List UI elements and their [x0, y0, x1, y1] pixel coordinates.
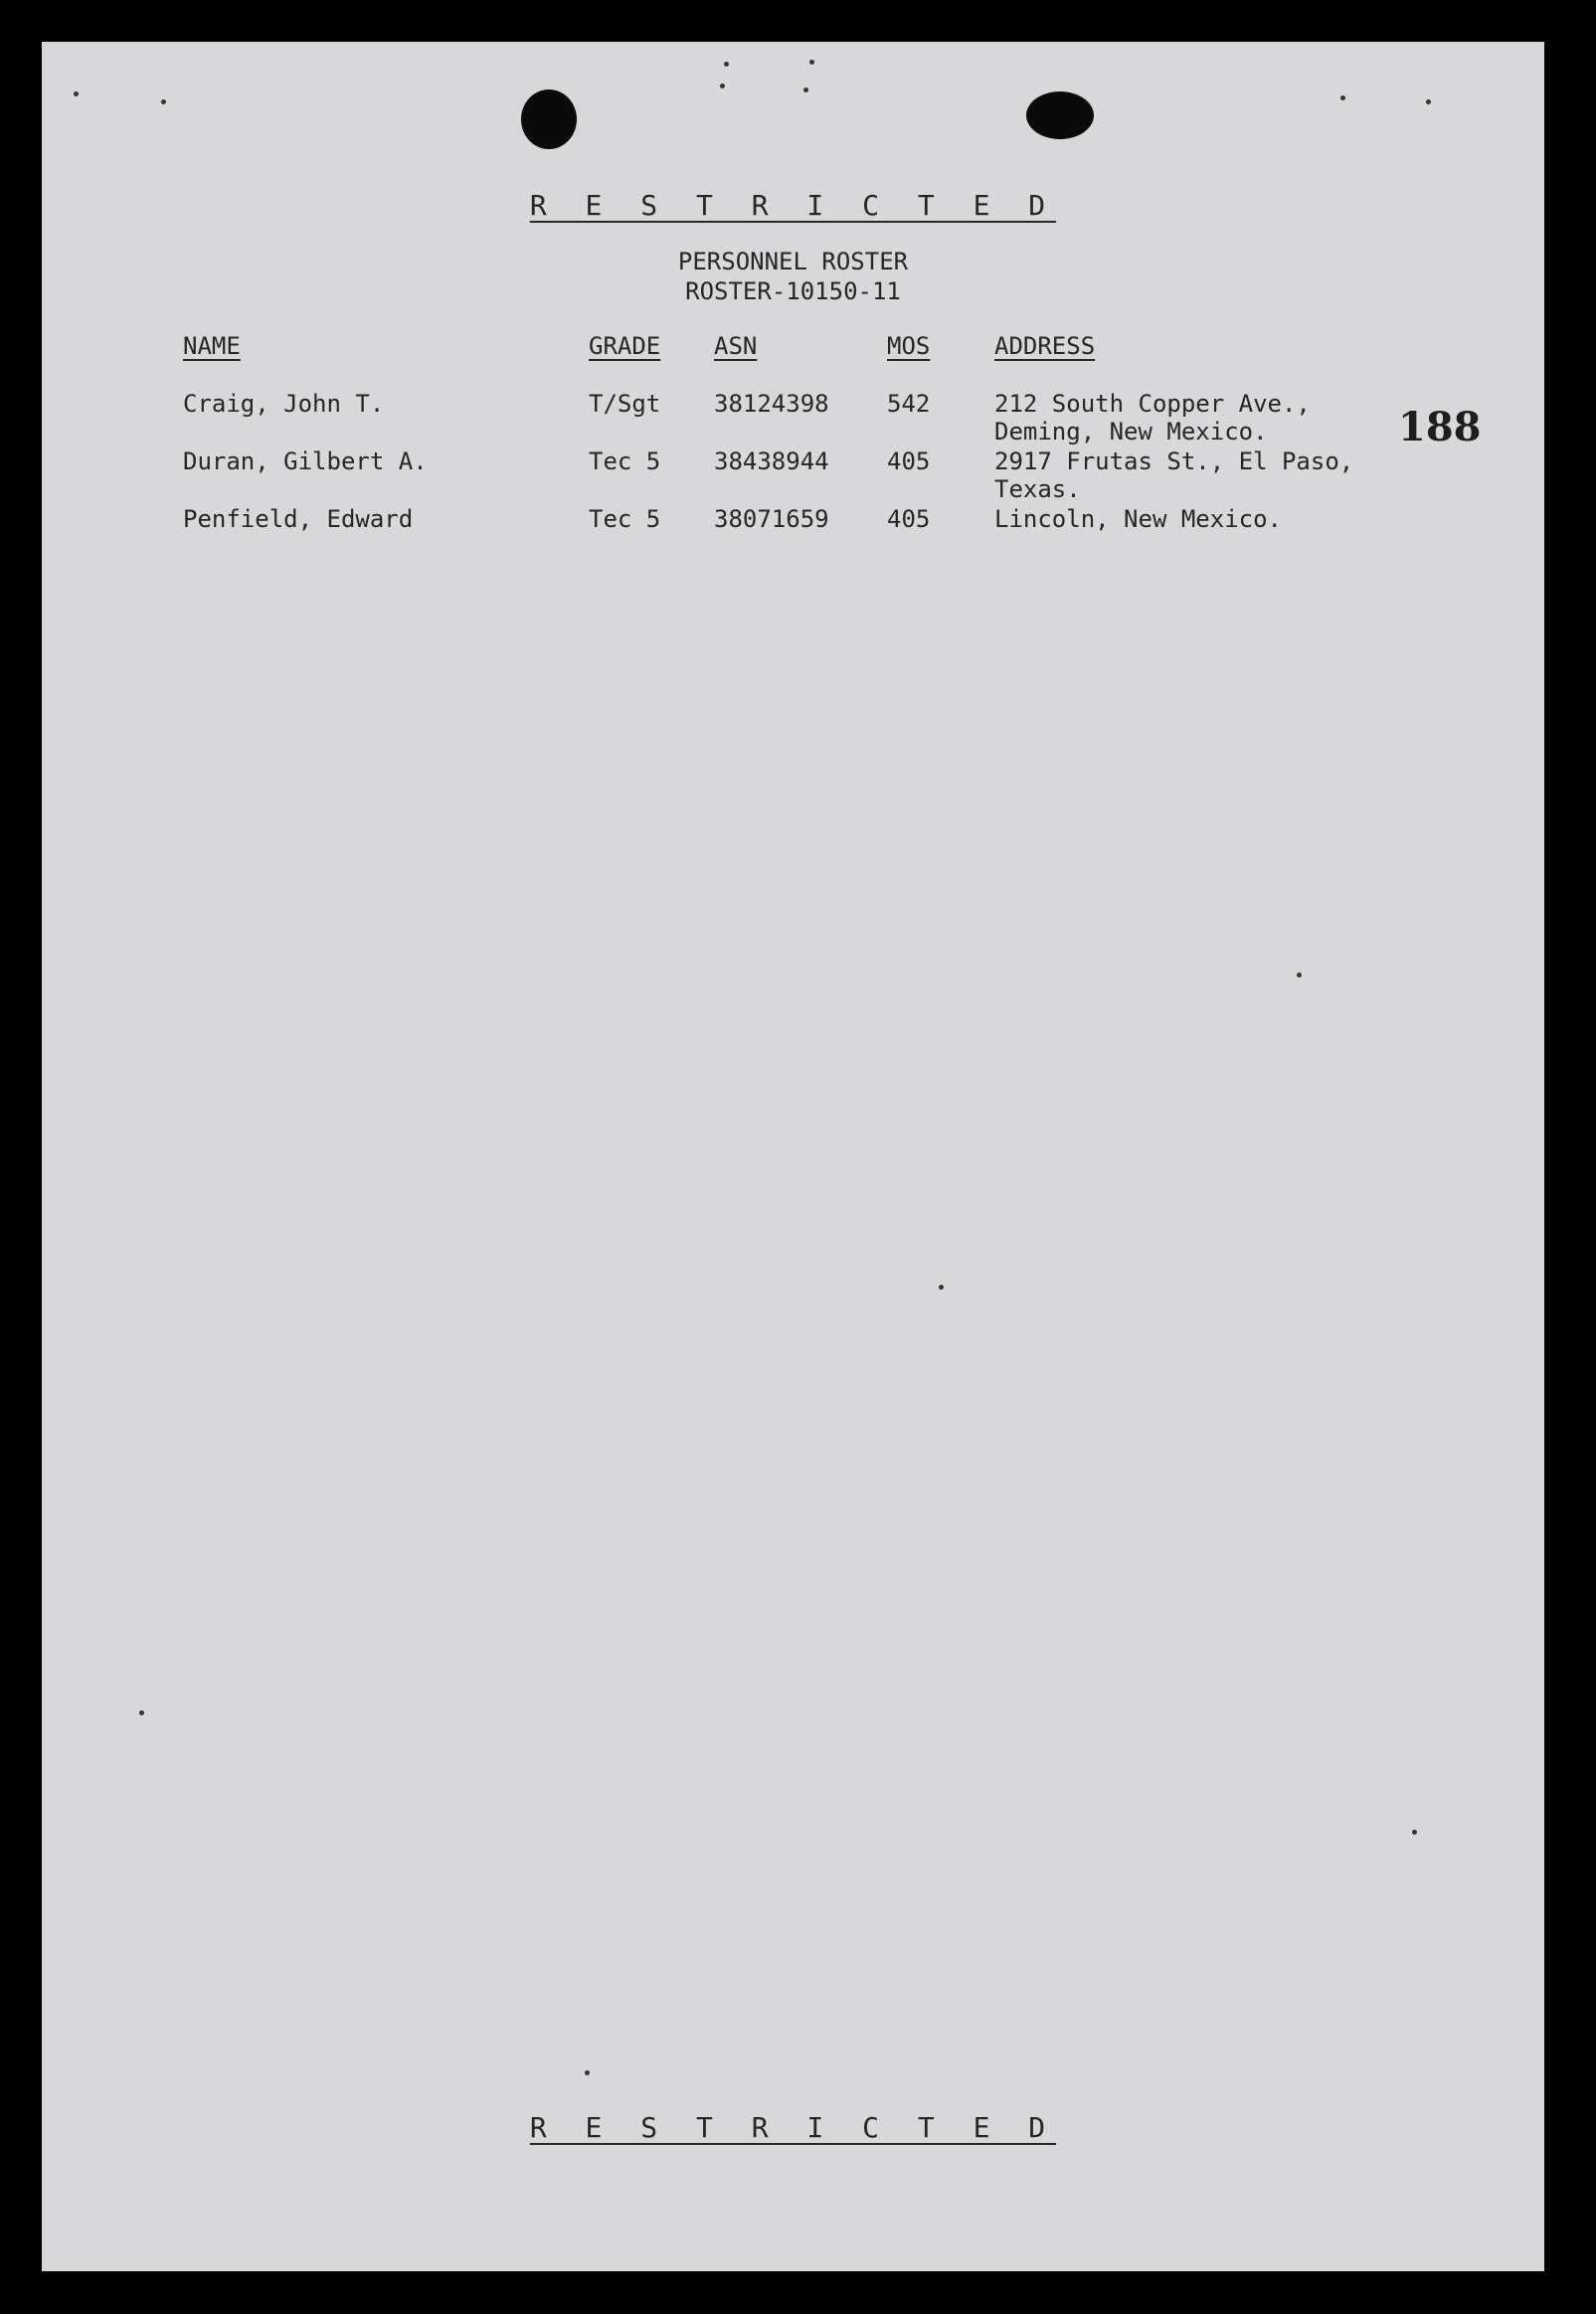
cell-name: Craig, John T.: [183, 390, 385, 418]
table-row: [183, 505, 1476, 563]
speck: [720, 84, 725, 89]
roster-title: PERSONNEL ROSTER: [677, 248, 909, 275]
cell-grade: Tec 5: [589, 505, 661, 533]
speck: [1426, 99, 1431, 104]
cell-mos: 405: [887, 505, 931, 533]
address-line: Deming, New Mexico.: [994, 418, 1268, 445]
speck: [585, 2070, 590, 2075]
cell-asn: 38438944: [714, 447, 829, 475]
speck: [1340, 95, 1345, 100]
address-line: Texas.: [994, 475, 1081, 503]
column-header-mos: MOS: [887, 332, 931, 360]
cell-name: Duran, Gilbert A.: [183, 447, 428, 475]
speck: [724, 62, 729, 67]
speck: [74, 91, 79, 96]
speck: [1412, 1830, 1417, 1835]
folio-number: 188: [1398, 404, 1482, 450]
address-line: 2917 Frutas St., El Paso,: [994, 447, 1354, 475]
classification-header: R E S T R I C T E D: [529, 189, 1057, 222]
speck: [939, 1285, 944, 1290]
cell-mos: 542: [887, 390, 931, 418]
roster-table: [183, 332, 1476, 563]
cell-mos: 405: [887, 447, 931, 475]
table-row: [183, 390, 1476, 447]
cell-name: Penfield, Edward: [183, 505, 414, 533]
column-header-address: ADDRESS: [994, 332, 1096, 360]
column-header-grade: GRADE: [589, 332, 661, 360]
column-header-name: NAME: [183, 332, 241, 360]
table-row: [183, 447, 1476, 505]
cell-address: [994, 505, 1282, 533]
cell-address: [994, 390, 1311, 445]
cell-asn: 38124398: [714, 390, 829, 418]
speck: [809, 60, 814, 65]
column-header-asn: ASN: [714, 332, 758, 360]
punch-hole-left: [521, 89, 577, 149]
speck: [139, 1710, 144, 1715]
roster-number: ROSTER-10150-11: [685, 277, 901, 305]
cell-address: [994, 447, 1353, 503]
cell-asn: 38071659: [714, 505, 829, 533]
cell-grade: T/Sgt: [589, 390, 661, 418]
punch-hole-right: [1026, 91, 1094, 139]
address-line: 212 South Copper Ave.,: [994, 390, 1311, 418]
speck: [803, 88, 808, 92]
cell-grade: Tec 5: [589, 447, 661, 475]
speck: [161, 99, 166, 104]
speck: [1297, 973, 1302, 978]
classification-footer: R E S T R I C T E D: [529, 2111, 1057, 2144]
document-page: [42, 42, 1544, 2271]
title-block: [42, 247, 1544, 306]
table-header-row: [183, 332, 1476, 390]
address-line: Lincoln, New Mexico.: [994, 505, 1282, 533]
